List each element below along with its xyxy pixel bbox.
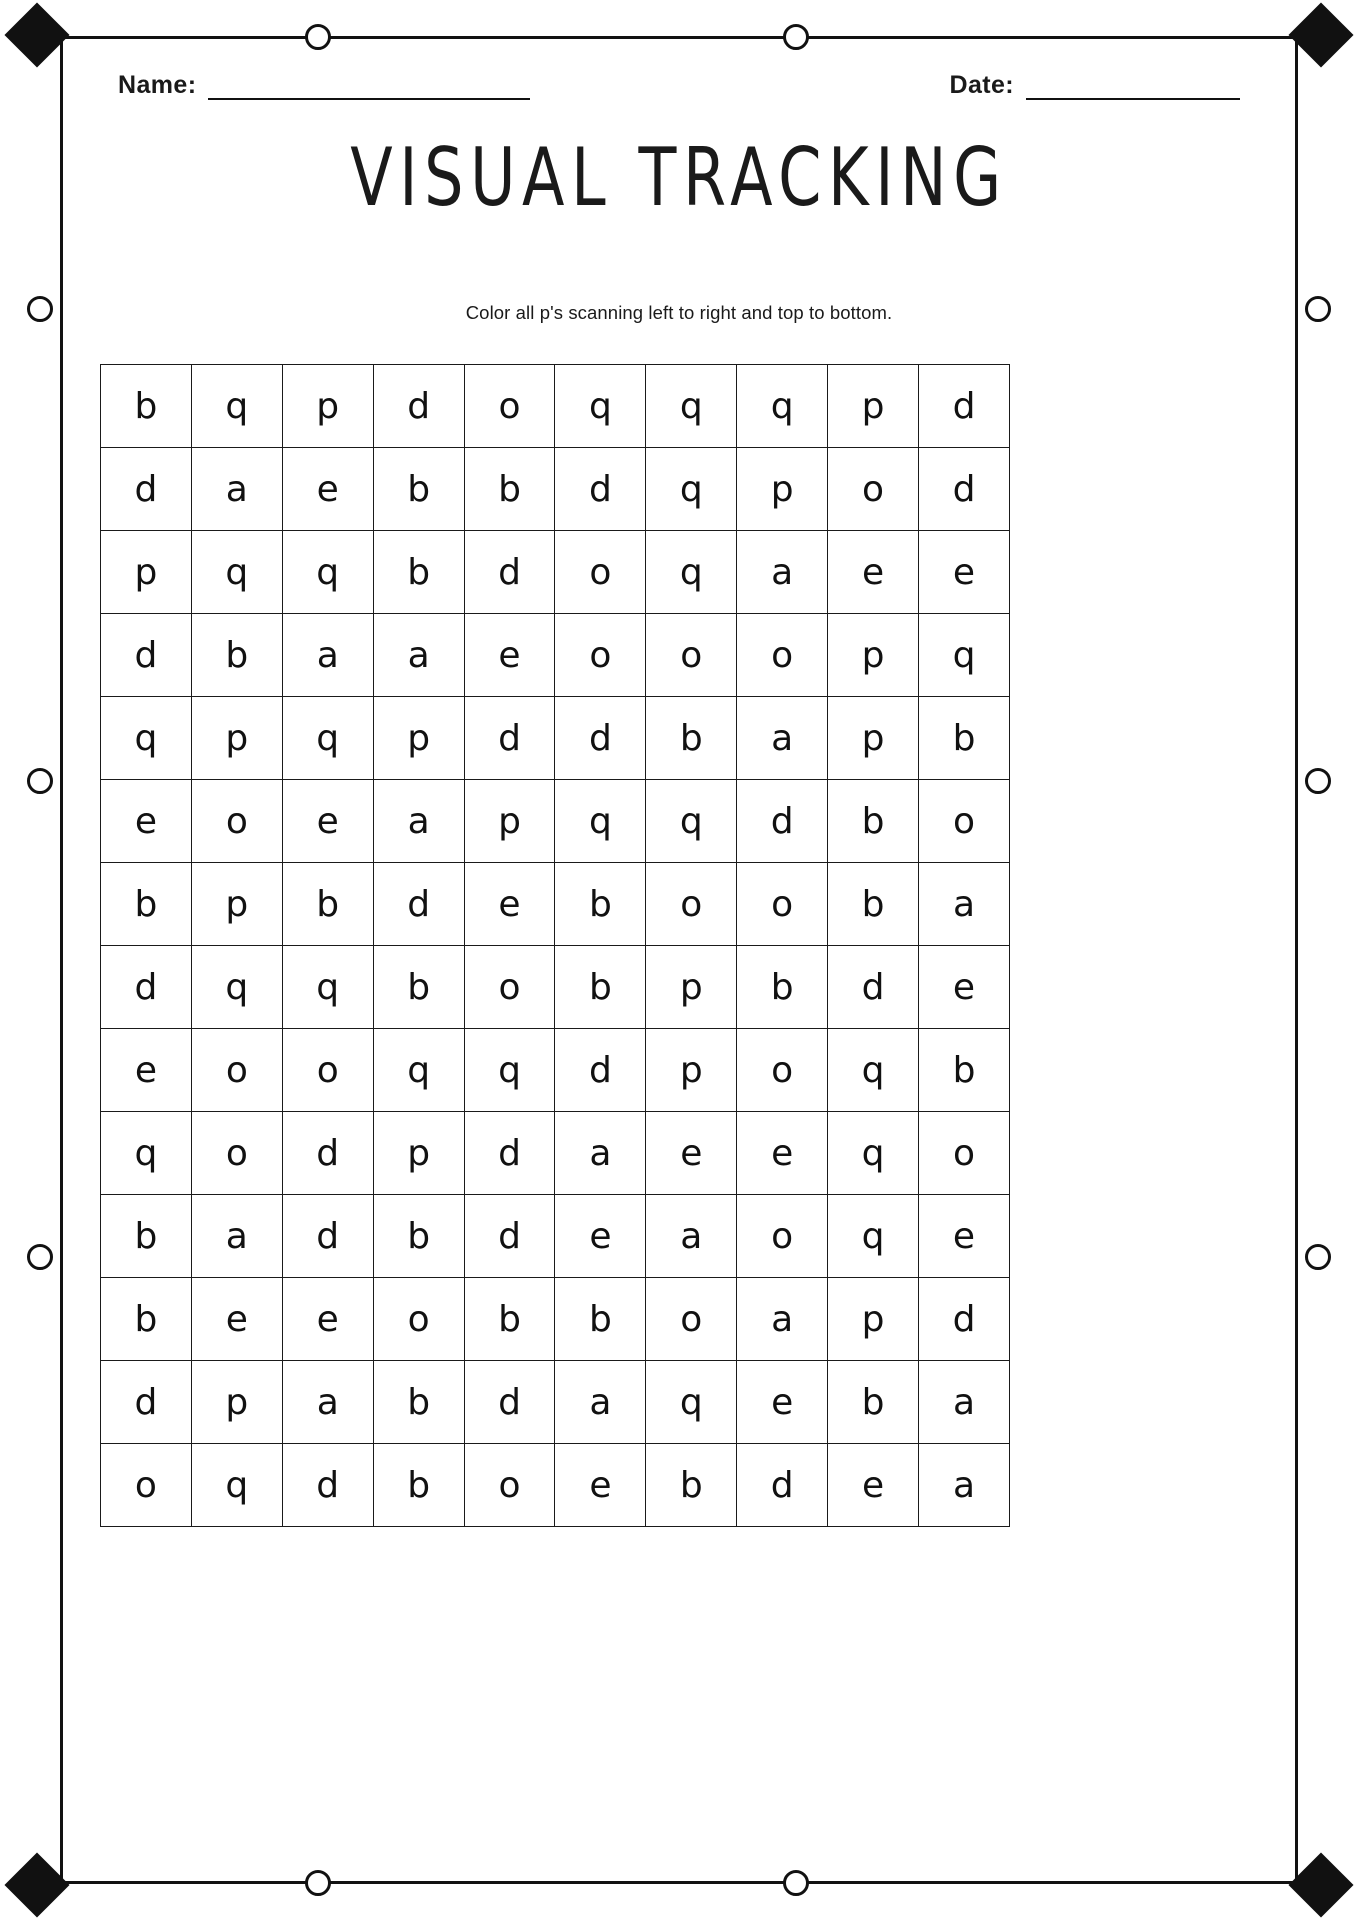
letter-cell[interactable]: q (464, 1029, 555, 1112)
letter-cell[interactable]: p (828, 365, 919, 448)
letter-cell[interactable]: o (919, 1112, 1010, 1195)
edge-circle-icon-top-1 (305, 24, 331, 50)
letter-cell[interactable]: a (737, 531, 828, 614)
letter-cell[interactable]: a (191, 448, 282, 531)
letter-cell[interactable]: a (282, 614, 373, 697)
edge-circle-icon-left-2 (27, 768, 53, 794)
letter-cell[interactable]: b (101, 365, 192, 448)
letter-cell[interactable]: q (828, 1112, 919, 1195)
letter-cell[interactable]: q (828, 1029, 919, 1112)
letter-grid-row (101, 1195, 1010, 1278)
letter-cell[interactable]: a (737, 697, 828, 780)
letter-cell[interactable]: b (555, 863, 646, 946)
letter-cell[interactable]: d (737, 1444, 828, 1527)
letter-cell[interactable]: p (828, 697, 919, 780)
letter-grid (100, 364, 1010, 1527)
letter-cell[interactable]: e (191, 1278, 282, 1361)
letter-grid-row (101, 946, 1010, 1029)
letter-cell[interactable]: o (737, 614, 828, 697)
letter-cell[interactable]: d (282, 1112, 373, 1195)
letter-cell[interactable]: q (828, 1195, 919, 1278)
letter-cell[interactable]: b (919, 1029, 1010, 1112)
letter-cell[interactable]: b (828, 863, 919, 946)
letter-cell[interactable]: e (919, 946, 1010, 1029)
letter-cell[interactable]: q (101, 697, 192, 780)
letter-cell[interactable]: d (464, 1112, 555, 1195)
letter-grid-row (101, 1278, 1010, 1361)
letter-cell[interactable]: q (101, 1112, 192, 1195)
letter-cell[interactable]: e (101, 1029, 192, 1112)
letter-cell[interactable]: b (828, 1361, 919, 1444)
letter-cell[interactable]: o (282, 1029, 373, 1112)
letter-grid-row (101, 697, 1010, 780)
letter-cell[interactable]: o (464, 946, 555, 1029)
letter-cell[interactable]: d (373, 365, 464, 448)
letter-cell[interactable]: b (373, 946, 464, 1029)
edge-circle-icon-top-2 (783, 24, 809, 50)
letter-cell[interactable]: b (464, 1278, 555, 1361)
letter-cell[interactable]: d (464, 697, 555, 780)
letter-cell[interactable]: p (464, 780, 555, 863)
letter-cell[interactable]: e (282, 1278, 373, 1361)
name-field[interactable] (118, 72, 530, 100)
letter-grid-row (101, 1444, 1010, 1527)
letter-cell[interactable]: q (555, 365, 646, 448)
letter-cell[interactable]: b (464, 448, 555, 531)
letter-cell[interactable]: a (737, 1278, 828, 1361)
letter-cell[interactable]: b (373, 448, 464, 531)
letter-cell[interactable]: d (464, 1361, 555, 1444)
letter-cell[interactable]: p (191, 863, 282, 946)
letter-cell[interactable]: p (828, 614, 919, 697)
letter-cell[interactable]: o (737, 863, 828, 946)
letter-cell[interactable]: a (373, 780, 464, 863)
letter-cell[interactable]: e (555, 1195, 646, 1278)
letter-cell[interactable]: p (101, 531, 192, 614)
letter-cell[interactable]: p (737, 448, 828, 531)
letter-cell[interactable]: e (646, 1112, 737, 1195)
letter-cell[interactable]: e (282, 780, 373, 863)
letter-cell[interactable]: b (373, 1361, 464, 1444)
letter-cell[interactable]: q (373, 1029, 464, 1112)
letter-grid-row (101, 863, 1010, 946)
name-label: Name: (118, 71, 197, 99)
letter-cell[interactable]: p (373, 697, 464, 780)
letter-cell[interactable]: b (373, 531, 464, 614)
letter-cell[interactable]: b (373, 1195, 464, 1278)
letter-cell[interactable]: o (191, 1112, 282, 1195)
letter-cell[interactable]: b (646, 1444, 737, 1527)
letter-cell[interactable]: e (828, 531, 919, 614)
letter-cell[interactable]: b (737, 946, 828, 1029)
letter-cell[interactable]: q (191, 365, 282, 448)
edge-circle-icon-right-2 (1305, 768, 1331, 794)
letter-cell[interactable]: d (101, 448, 192, 531)
letter-cell[interactable]: d (555, 448, 646, 531)
letter-cell[interactable]: d (555, 1029, 646, 1112)
letter-cell[interactable]: d (373, 863, 464, 946)
letter-cell[interactable]: q (646, 531, 737, 614)
letter-cell[interactable]: d (555, 697, 646, 780)
letter-cell[interactable]: o (646, 1278, 737, 1361)
letter-cell[interactable]: o (555, 531, 646, 614)
student-info-row (118, 72, 1240, 100)
letter-cell[interactable]: b (282, 863, 373, 946)
letter-grid-row (101, 448, 1010, 531)
letter-cell[interactable]: a (555, 1361, 646, 1444)
letter-cell[interactable]: p (191, 1361, 282, 1444)
letter-cell[interactable]: q (646, 448, 737, 531)
letter-cell[interactable]: d (828, 946, 919, 1029)
letter-cell[interactable]: a (282, 1361, 373, 1444)
letter-grid-row (101, 531, 1010, 614)
letter-cell[interactable]: o (828, 448, 919, 531)
letter-cell[interactable]: d (101, 614, 192, 697)
letter-cell[interactable]: d (919, 448, 1010, 531)
letter-cell[interactable]: d (101, 1361, 192, 1444)
letter-cell[interactable]: p (646, 1029, 737, 1112)
letter-cell[interactable]: b (101, 863, 192, 946)
letter-cell[interactable]: p (646, 946, 737, 1029)
edge-circle-icon-right-3 (1305, 1244, 1331, 1270)
letter-cell[interactable]: q (646, 365, 737, 448)
page-title: VISUAL TRACKING (350, 130, 1008, 225)
letter-cell[interactable]: a (919, 1444, 1010, 1527)
instructions-text: Color all p's scanning left to right and top to bottom. (465, 302, 893, 323)
letter-grid-body (101, 365, 1010, 1527)
letter-cell[interactable]: o (646, 863, 737, 946)
letter-cell[interactable]: a (646, 1195, 737, 1278)
letter-cell[interactable]: d (919, 365, 1010, 448)
letter-cell[interactable]: e (919, 531, 1010, 614)
letter-cell[interactable]: o (191, 780, 282, 863)
letter-cell[interactable]: d (919, 1278, 1010, 1361)
letter-cell[interactable]: a (191, 1195, 282, 1278)
letter-cell[interactable]: q (191, 531, 282, 614)
letter-cell[interactable]: b (191, 614, 282, 697)
letter-cell[interactable]: d (282, 1195, 373, 1278)
edge-circle-icon-left-3 (27, 1244, 53, 1270)
letter-cell[interactable]: b (919, 697, 1010, 780)
date-input-line[interactable] (1026, 72, 1240, 100)
letter-cell[interactable]: q (555, 780, 646, 863)
letter-cell[interactable]: b (555, 1278, 646, 1361)
letter-cell[interactable]: a (919, 1361, 1010, 1444)
letter-cell[interactable]: q (191, 1444, 282, 1527)
letter-grid-row (101, 780, 1010, 863)
letter-cell[interactable]: o (464, 1444, 555, 1527)
letter-cell[interactable]: q (282, 697, 373, 780)
letter-cell[interactable]: b (828, 780, 919, 863)
letter-cell[interactable]: e (737, 1361, 828, 1444)
letter-cell[interactable]: b (555, 946, 646, 1029)
letter-cell[interactable]: e (464, 863, 555, 946)
letter-grid-row (101, 1361, 1010, 1444)
letter-cell[interactable]: q (646, 1361, 737, 1444)
date-label: Date: (949, 71, 1014, 99)
letter-cell[interactable]: p (828, 1278, 919, 1361)
letter-grid-row (101, 1029, 1010, 1112)
letter-cell[interactable]: a (373, 614, 464, 697)
letter-cell[interactable]: p (373, 1112, 464, 1195)
letter-cell[interactable]: o (737, 1195, 828, 1278)
letter-cell[interactable]: q (737, 365, 828, 448)
edge-circle-icon-bottom-2 (783, 1870, 809, 1896)
letter-cell[interactable]: e (101, 780, 192, 863)
letter-cell[interactable]: o (191, 1029, 282, 1112)
letter-cell[interactable]: o (646, 614, 737, 697)
letter-cell[interactable]: a (919, 863, 1010, 946)
letter-cell[interactable]: d (464, 531, 555, 614)
letter-cell[interactable]: d (101, 946, 192, 1029)
letter-cell[interactable]: b (101, 1278, 192, 1361)
name-input-line[interactable] (208, 72, 530, 100)
letter-cell[interactable]: d (737, 780, 828, 863)
edge-circle-icon-bottom-1 (305, 1870, 331, 1896)
letter-cell[interactable]: o (555, 614, 646, 697)
letter-cell[interactable]: e (737, 1112, 828, 1195)
letter-cell[interactable]: e (828, 1444, 919, 1527)
letter-cell[interactable]: b (646, 697, 737, 780)
letter-cell[interactable]: q (919, 614, 1010, 697)
letter-cell[interactable]: p (282, 365, 373, 448)
letter-cell[interactable]: d (464, 1195, 555, 1278)
letter-cell[interactable]: e (464, 614, 555, 697)
letter-cell[interactable]: q (282, 946, 373, 1029)
letter-grid-row (101, 1112, 1010, 1195)
letter-cell[interactable]: b (373, 1444, 464, 1527)
letter-grid-container (100, 364, 1010, 1527)
letter-cell[interactable]: o (101, 1444, 192, 1527)
date-field[interactable] (949, 72, 1240, 100)
letter-cell[interactable]: o (464, 365, 555, 448)
letter-cell[interactable]: o (919, 780, 1010, 863)
letter-cell[interactable]: q (646, 780, 737, 863)
letter-cell[interactable]: d (282, 1444, 373, 1527)
letter-cell[interactable]: a (555, 1112, 646, 1195)
letter-cell[interactable]: e (919, 1195, 1010, 1278)
letter-grid-row (101, 614, 1010, 697)
letter-cell[interactable]: e (282, 448, 373, 531)
letter-cell[interactable]: b (101, 1195, 192, 1278)
corner-diamond-icon-bottom-right (1288, 1852, 1353, 1917)
corner-diamond-icon-top-right (1288, 2, 1353, 67)
letter-cell[interactable]: o (373, 1278, 464, 1361)
letter-cell[interactable]: q (282, 531, 373, 614)
letter-cell[interactable]: o (737, 1029, 828, 1112)
letter-cell[interactable]: p (191, 697, 282, 780)
letter-cell[interactable]: q (191, 946, 282, 1029)
letter-cell[interactable]: e (555, 1444, 646, 1527)
letter-grid-row (101, 365, 1010, 448)
